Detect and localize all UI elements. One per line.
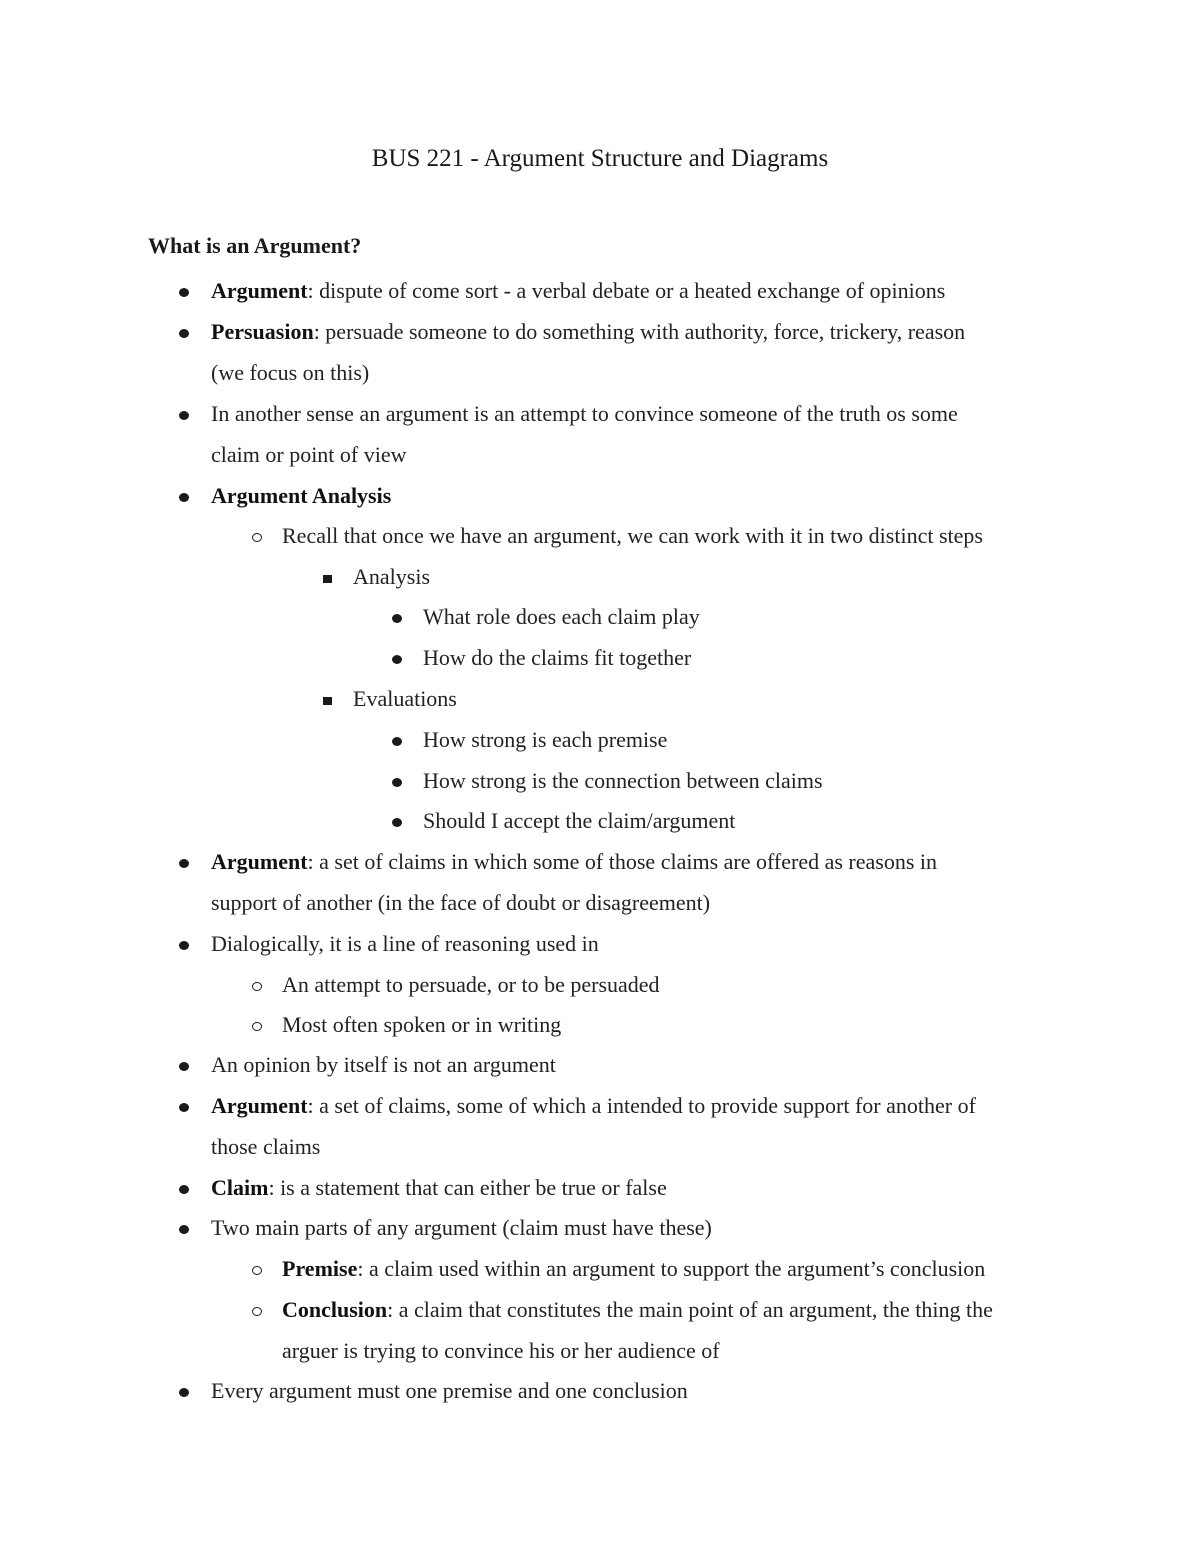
bullet-item [211, 393, 958, 434]
bullet-icon [388, 596, 408, 637]
item-text: An attempt to persuade, or to be persuaded [282, 972, 660, 997]
item-text: What role does each claim play [423, 604, 700, 629]
bullet-icon [175, 841, 195, 882]
item-text: Most often spoken or in writing [282, 1012, 562, 1037]
bullet-icon [175, 1370, 195, 1411]
sub-bullet-item [282, 515, 983, 556]
square-bullet-icon [319, 678, 339, 719]
hollow-bullet-icon [248, 1004, 268, 1045]
item-text: Analysis [353, 564, 430, 589]
item-text: How strong is the connection between claims [423, 768, 823, 793]
item-term: Conclusion [282, 1297, 388, 1322]
item-term: Argument [211, 278, 308, 303]
bullet-item [211, 923, 599, 964]
bullet-icon [175, 393, 195, 434]
bullet-icon [175, 923, 195, 964]
hollow-bullet-icon [248, 515, 268, 556]
item-text: : a claim that constitutes the main point of an argument, the thing the [387, 1297, 993, 1322]
sub-bullet-item [282, 1248, 985, 1289]
item-text: Should I accept the claim/argument [423, 808, 736, 833]
item-term: Persuasion [211, 319, 314, 344]
sub-bullet-item [282, 1004, 561, 1045]
bullet-item [211, 1167, 667, 1208]
item-text: : dispute of come sort - a verbal debate or a heated exchange of opinions [307, 278, 946, 303]
hollow-bullet-icon [248, 964, 268, 1005]
hollow-bullet-icon [248, 1289, 268, 1330]
item-text: In another sense an argument is an attempt to convince someone of the truth os some [211, 401, 958, 426]
bullet-icon [175, 270, 195, 311]
item-continuation: those claims [211, 1134, 321, 1159]
item-text: : a set of claims, some of which a intended to provide support for another of [307, 1093, 976, 1118]
bullet-icon [175, 311, 195, 352]
bullet-icon [388, 760, 408, 801]
item-term: Argument Analysis [211, 483, 392, 508]
bullet-icon [388, 637, 408, 678]
sub-sub-bullet-item [353, 556, 430, 597]
bullet-item [211, 475, 391, 516]
bullet-item [211, 270, 945, 311]
item-term: Claim [211, 1175, 269, 1200]
item-text: Evaluations [353, 686, 457, 711]
item-text: Dialogically, it is a line of reasoning used in [211, 931, 599, 956]
item-text: Recall that once we have an argument, we can work with it in two distinct steps [282, 523, 983, 548]
sub-bullet-item [282, 1289, 993, 1330]
item-term: Argument [211, 849, 308, 874]
section-heading: What is an Argument? [148, 233, 362, 258]
nested-bullet-item [423, 800, 735, 841]
sub-sub-bullet-item [353, 678, 457, 719]
bullet-icon [175, 1167, 195, 1208]
bullet-item [211, 1085, 976, 1126]
bullet-icon [175, 1044, 195, 1085]
item-term: Argument [211, 1093, 308, 1118]
item-text: Every argument must one premise and one conclusion [211, 1378, 688, 1403]
square-bullet-icon [319, 556, 339, 597]
bullet-icon [175, 1207, 195, 1248]
item-continuation: claim or point of view [211, 442, 407, 467]
bullet-item [211, 311, 965, 352]
nested-bullet-item [423, 637, 691, 678]
item-text: How do the claims fit together [423, 645, 692, 670]
bullet-item [211, 1207, 712, 1248]
bullet-icon [388, 800, 408, 841]
bullet-item [211, 841, 937, 882]
item-text: : a set of claims in which some of those claims are offered as reasons in [307, 849, 938, 874]
item-text: Two main parts of any argument (claim must have these) [211, 1215, 712, 1240]
nested-bullet-item [423, 719, 667, 760]
sub-bullet-item [282, 964, 660, 1005]
item-text: : persuade someone to do something with authority, force, trickery, reason [313, 319, 966, 344]
item-text: : is a statement that can either be true or false [268, 1175, 667, 1200]
item-continuation: arguer is trying to convince his or her audience of [282, 1338, 720, 1363]
hollow-bullet-icon [248, 1248, 268, 1289]
item-continuation: (we focus on this) [211, 360, 370, 385]
item-term: Premise [282, 1256, 358, 1281]
item-continuation: support of another (in the face of doubt or disagreement) [211, 890, 711, 915]
bullet-icon [175, 475, 195, 516]
bullet-item [211, 1370, 688, 1411]
bullet-icon [175, 1085, 195, 1126]
item-text: An opinion by itself is not an argument [211, 1052, 556, 1077]
item-text: : a claim used within an argument to support the argument’s conclusion [357, 1256, 986, 1281]
bullet-icon [388, 719, 408, 760]
item-text: How strong is each premise [423, 727, 668, 752]
bullet-item [211, 1044, 556, 1085]
nested-bullet-item [423, 596, 700, 637]
nested-bullet-item [423, 760, 823, 801]
document-title: BUS 221 - Argument Structure and Diagrams [371, 145, 829, 172]
